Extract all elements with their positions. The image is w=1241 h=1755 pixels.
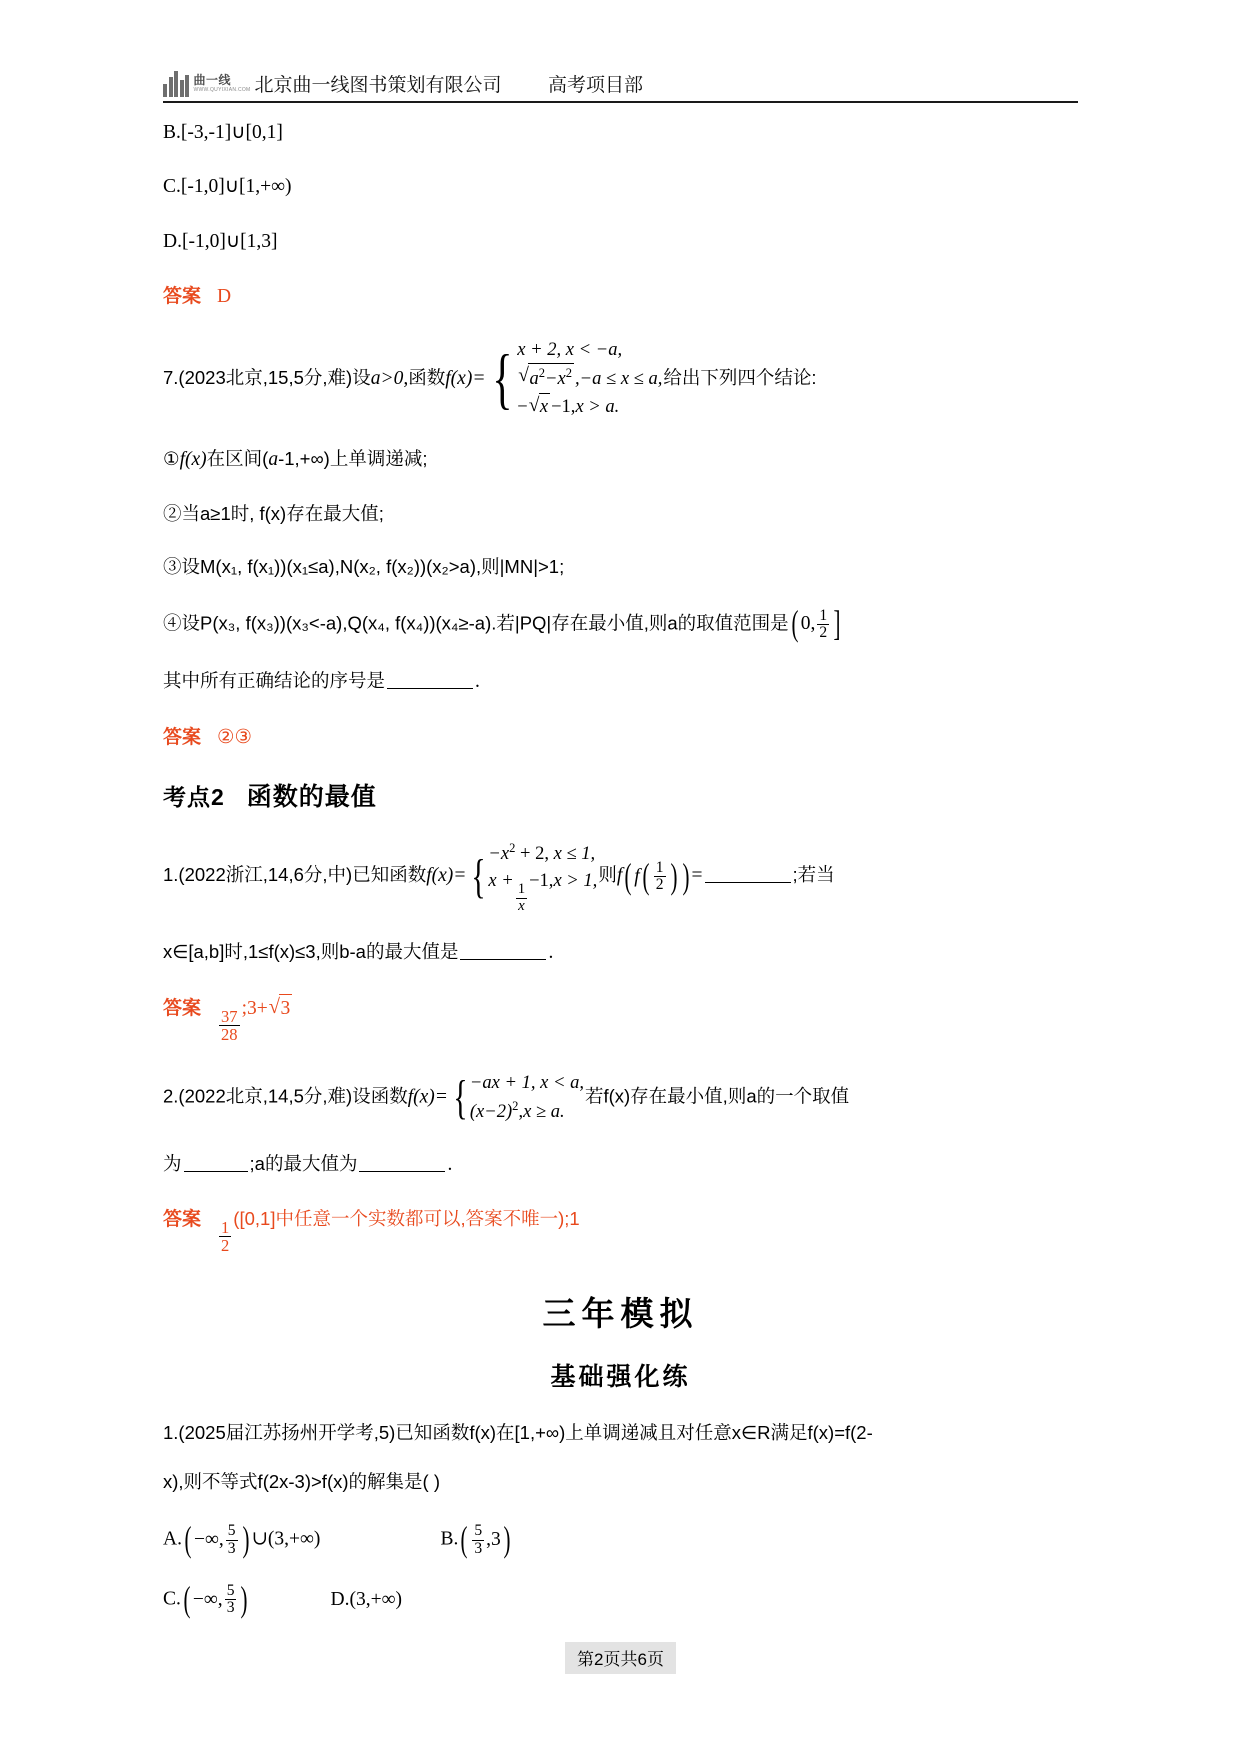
sim-q1-options-row-2	[163, 1578, 1078, 1619]
kd2-q2-tail: 若f(x)存在最小值,则a的一个取值	[584, 1085, 850, 1107]
kd2-q2-source: 2.(2022北京,14,5分,难)设函数	[163, 1085, 408, 1107]
sim-q1-options-row-1	[163, 1519, 1078, 1560]
q7-c4-interval	[789, 603, 843, 644]
publisher-logo-icon	[163, 71, 191, 97]
answer-label: 答案	[163, 285, 202, 307]
option-d: D.[-1,0]∪[1,3]	[163, 230, 278, 252]
logo-cn-text: 曲一线	[193, 73, 232, 87]
section-heading-kaodian2	[163, 777, 1078, 813]
q7-fn-lead: 函数	[408, 366, 446, 388]
option-b: B.[-3,-1]∪[0,1]	[163, 122, 283, 143]
kd2-q1-mid: 则	[598, 864, 617, 886]
kd2-q2-line2-a: 为	[163, 1152, 182, 1174]
kd2-question-1-line2: x∈[a,b]时,1≤f(x)≤3,则b-a的最大值是 .	[163, 941, 554, 964]
sim-q1-option-d[interactable]: D.(3,+∞)	[330, 1588, 402, 1610]
kd2-q1-semi: ;若当	[792, 864, 835, 886]
q7-piecewise	[486, 337, 662, 422]
q7-conclusion-2: ②当a≥1时, f(x)存在最大值;	[163, 502, 384, 524]
q7-piece3: − √ x −1,x > a.	[517, 393, 662, 421]
q7-c1-a: a	[268, 449, 279, 471]
q7-c1-fx: f(x)	[179, 449, 207, 471]
kd2-q1-blank-2[interactable]	[460, 941, 546, 961]
kd2-q1-arg-fraction: $\frac{1}{2}$	[655, 858, 664, 894]
q7-c4-lower: 0,	[800, 613, 816, 635]
kd2-q2-answer-fraction: $\frac{1}{2}$	[221, 1217, 230, 1256]
answer-q6-value: D	[217, 285, 232, 307]
answer-label: 答案	[163, 1209, 202, 1231]
kd2-q1-piece2: x + $\frac{1}{x}$ −1,x > 1,	[488, 870, 598, 914]
answer-kd2-q2	[163, 1206, 1078, 1254]
sim-q1-line2: x),则不等式f(2x-3)>f(x)的解集是( )	[163, 1471, 440, 1493]
kd2-q2-line2-b: ;a的最大值为	[249, 1152, 358, 1174]
logo-wordmark	[194, 74, 251, 93]
kd2-question-2-stem	[163, 1070, 1078, 1126]
q7-conclusion-4	[163, 603, 1078, 644]
kd2-q2-piece1: −ax + 1, x < a,	[469, 1071, 584, 1093]
q7-c1-rest: -1,+∞)上单调递减;	[278, 448, 428, 470]
sim-q1-option-a[interactable]: A. ( −∞, $\frac{5}{3}$ ) ∪(3,+∞)	[163, 1519, 321, 1560]
page-content	[163, 120, 1078, 1643]
q7-fn-name: f(x)=	[445, 367, 486, 389]
q7-ask-text: 其中所有正确结论的序号是	[163, 670, 386, 692]
q7-conclusion-1	[163, 447, 1078, 473]
kd2-q2-fn: f(x)=	[407, 1086, 448, 1108]
section-title-three-year-simulation: 三年模拟	[542, 1295, 699, 1333]
section-subtitle-basic-practice: 基础强化练	[550, 1363, 691, 1392]
kd2-q2-piece2: $(x-2)^2,x \ge a$.	[469, 1098, 565, 1122]
page-number: 第2页共6页	[565, 1642, 676, 1674]
kd2-q1-answer-sqrt: 3	[279, 994, 292, 1022]
q7-ask-tail: .	[475, 671, 480, 693]
kd2-q1-piecewise	[467, 839, 597, 914]
q7-piece1: x + 2, x < −a,	[517, 338, 623, 360]
kd2-q1-blank-1[interactable]	[705, 864, 791, 884]
sim-q1-option-c[interactable]: C. ( −∞, $\frac{5}{3}$ )	[163, 1578, 248, 1619]
kd2-q1-f-outer: f	[616, 865, 623, 887]
answer-q7	[163, 724, 1078, 752]
kd2-q1-answer-fraction: $\frac{37}{28}$	[221, 1007, 238, 1045]
page-header	[163, 55, 1078, 103]
sim-q1-line1: 1.(2025届江苏扬州开学考,5)已知函数f(x)在[1,+∞)上单调递减且对任意x∈R满足f(x)=f(2-	[163, 1422, 873, 1444]
kaodian2-number: 考点2	[163, 784, 225, 811]
kd2-q2-blank-1[interactable]	[184, 1152, 248, 1172]
brace-icon: {	[492, 340, 514, 417]
question-7-stem	[163, 337, 1078, 422]
q7-conclusion-3: ③设M(x₁, f(x₁))(x₁≤a),N(x₂, f(x₂))(x₂>a),则|MN|>1;	[163, 555, 565, 577]
q7-c1-mid: 在区间(	[206, 448, 269, 470]
department-name: 高考项目部	[548, 75, 644, 96]
kd2-q1-f-inner: f	[634, 865, 640, 887]
bracket-close-icon: ]	[833, 603, 841, 644]
kd2-q1-piece1: $-x^2 + 2$, x ≤ 1,	[488, 841, 596, 865]
kd2-q2-piecewise	[449, 1070, 584, 1126]
page-footer	[0, 1642, 1241, 1674]
kaodian2-title: 函数的最值	[246, 783, 377, 812]
answer-kd2-q1	[163, 994, 1078, 1043]
answer-label: 答案	[163, 998, 202, 1020]
answer-q7-value: ②③	[217, 726, 252, 748]
kd2-q2-answer-rest: ([0,1]中任意一个实数都可以,答案不唯一);1	[233, 1208, 580, 1230]
q7-tail: 给出下列四个结论:	[663, 366, 817, 388]
paren-open-icon: (	[791, 603, 799, 644]
kd2-q1-line2-text: x∈[a,b]时,1≤f(x)≤3,则b-a的最大值是	[163, 941, 459, 963]
logo-en-text: WWW.QUYIXIAN.COM	[193, 87, 251, 93]
q7-ask	[163, 669, 1078, 695]
q7-condition: a>0,	[370, 367, 409, 389]
kd2-q1-eq: =	[691, 865, 703, 887]
q7-source: 7.(2023北京,15,5分,难)设	[163, 366, 371, 388]
q7-c4-text: ④设P(x₃, f(x₃))(x₃<-a),Q(x₄, f(x₄))(x₄≥-a).若|PQ|存在最小值,则a的取值范围是	[163, 611, 789, 633]
q7-piece2: √ $a^2-x^2$ ,−a ≤ x ≤ a,	[517, 363, 662, 393]
kd2-q2-blank-2[interactable]	[359, 1152, 445, 1172]
kd2-question-1-stem: 1.(2022浙江,14,6分,中)已知函数f(x)= { $-x^2 + 2$, x ≤ 1, x + $\frac{1}{x}$ −1,x > 1, 则f ( f ( $\frac{1}{2}$ ) ) = ;若当	[163, 841, 835, 914]
sim-q1-option-b[interactable]: B. ( $\frac{5}{3}$ ,3 )	[440, 1519, 511, 1560]
answer-label: 答案	[163, 726, 202, 748]
header-brand	[163, 70, 502, 101]
q7-c4-fraction: $\frac{1}{2}$	[819, 606, 828, 641]
company-name: 北京曲一线图书策划有限公司	[254, 75, 502, 96]
kd2-question-2-line2: 为 ;a的最大值为 .	[163, 1152, 453, 1175]
q7-answer-blank[interactable]	[387, 670, 473, 690]
kd2-q1-source: 1.(2022浙江,14,6分,中)已知函数	[163, 864, 427, 886]
kd2-q1-answer-rest: ;3+	[241, 998, 268, 1020]
brace-icon: {	[471, 849, 487, 903]
brace-icon: {	[453, 1071, 468, 1125]
answer-q6	[163, 283, 1078, 311]
kd2-q1-fn: f(x)=	[426, 865, 467, 887]
q7-c1-marker: ①	[163, 448, 180, 470]
option-c: C.[-1,0]∪[1,+∞)	[163, 176, 292, 198]
